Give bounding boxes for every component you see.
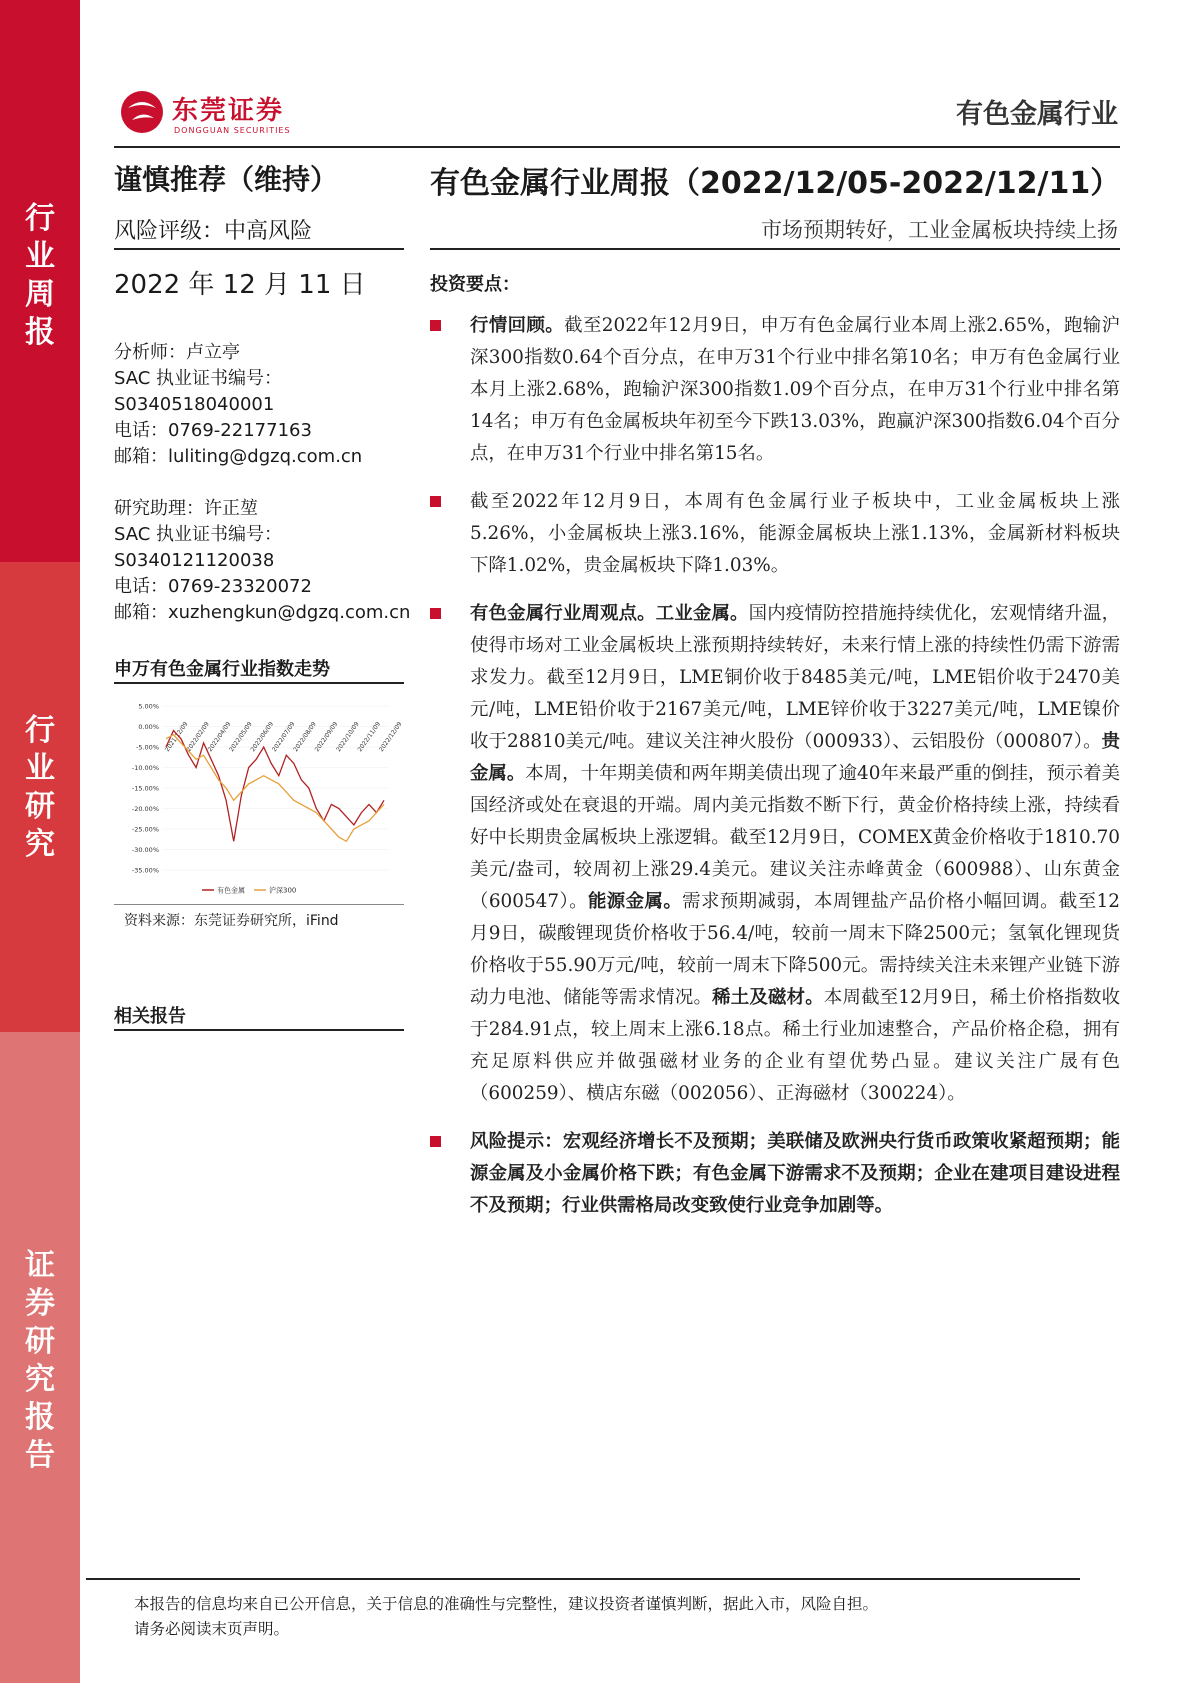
related-reports-heading: 相关报告	[114, 1006, 186, 1027]
chart-bottom-rule	[114, 904, 404, 905]
bullet-square-icon	[430, 1136, 441, 1147]
x-tick-label: 2021/12/09	[163, 720, 190, 754]
band-top-label: 行业周报	[25, 201, 57, 350]
x-tick-label: 2022/09/09	[313, 720, 340, 754]
report-subtitle: 市场预期转好，工业金属板块持续上扬	[761, 218, 1118, 242]
band-middle	[0, 562, 80, 1032]
y-tick-label: 0.00%	[138, 723, 159, 731]
bullet-text: 截至2022年12月9日，申万有色金属行业本周上涨2.65%，跑输沪深300指数0.64个百分点，在申万31个行业中排名第10名；申万有色金属行业本月上涨2.68%，跑输沪深300指数1.09个百分点，在申万31个行业中排名第14名；申万有色金属板块年初至今下跌13.03%，跑赢沪深300指数6.04个百分点，在申万31个行业中排名第15名。	[470, 315, 1120, 464]
bullet-bold: 能源金属。	[587, 891, 683, 912]
band-bottom	[0, 1032, 80, 1683]
y-tick-label: -20.00%	[131, 805, 159, 813]
header-rule	[114, 146, 1120, 148]
brand-cn: 东莞证券	[172, 96, 285, 126]
index-chart-svg	[120, 692, 404, 902]
bullet-bold: 风险提示：宏观经济增长不及预期；美联储及欧洲央行货币政策收紧超预期；能源金属及小金属价格下跌；有色金属下游需求不及预期；企业在建项目建设进程不及预期；行业供需格局改变致使行业竞争加剧等。	[470, 1131, 1120, 1216]
brand-en: DONGGUAN SECURITIES	[174, 126, 291, 135]
footer-disclaimer	[134, 1592, 1054, 1642]
report-date: 2022 年 12 月 11 日	[114, 270, 366, 300]
y-tick-label: -15.00%	[131, 784, 159, 793]
bullet-bold: 行情回顾。	[470, 315, 565, 336]
bullet-bold: 贵金属。	[470, 731, 1120, 784]
bullet-market-review	[430, 310, 1120, 470]
chart-title: 申万有色金属行业指数走势	[114, 659, 330, 680]
bullet-bold: 稀土及磁材。	[712, 987, 824, 1008]
related-rule	[114, 1029, 404, 1031]
bullet-text: 本周截至12月9日，稀土价格指数收于284.91点，较上周末上涨6.18点。稀土行业加速整合，产品价格企稳，拥有充足原料供应并做强磁材业务的企业有望优势凸显。建议关注广晟有色（600259）、横店东磁（002056）、正海磁材（300224）。	[470, 987, 1120, 1104]
analyst-info	[114, 340, 411, 626]
chart-source: 资料来源：东莞证券研究所，iFind	[124, 913, 339, 929]
index-chart	[120, 692, 404, 902]
band-top	[0, 0, 80, 562]
x-tick-label: 2022/10/09	[335, 720, 361, 754]
x-tick-label: 2022/07/09	[270, 720, 297, 754]
y-tick-label: -25.00%	[131, 825, 159, 834]
footer-line: 请务必阅读末页声明。	[134, 1620, 290, 1638]
rating: 谨慎推荐（维持）	[114, 163, 339, 196]
company-logo	[118, 88, 298, 144]
bullet-subsectors	[430, 486, 1120, 582]
logo-mark-icon	[118, 88, 166, 136]
bullet-text: 本周，十年期美债和两年期美债出现了逾40年来最严重的倒挂，预示着美国经济或处在衰退的开端。周内美元指数不断下行，黄金价格持续上涨，持续看好中长期贵金属板块上涨逻辑。截至12月9日，COMEX黄金价格收于1810.70美元/盎司，较周初上涨29.4美元。建议关注赤峰黄金（600988）、山东黄金（600547）。	[470, 763, 1120, 912]
y-tick-label: -10.00%	[131, 764, 159, 772]
bullet-weekly-view	[430, 598, 1120, 1110]
y-tick-label: -5.00%	[136, 743, 159, 752]
band-bottom-label: 证券研究报告	[25, 1248, 57, 1473]
bullet-text: 截至2022年12月9日，本周有色金属行业子板块中，工业金属板块上涨5.26%，小金属板块上涨3.16%，能源金属板块上涨1.13%，金属新材料板块下降1.02%，贵金属板块下降1.03%。	[470, 491, 1120, 576]
bullet-risk	[430, 1126, 1120, 1222]
assistant-line: SAC 执业证书编号：	[114, 524, 283, 545]
bullet-text: 国内疫情防控措施持续优化，宏观情绪升温，使得市场对工业金属板块上涨预期持续转好，未来行情上涨的持续性仍需下游需求发力。截至12月9日，LME铜价收于8485美元/吨，LME铝价收于2470美元/吨，LME铅价收于2167美元/吨，LME锌价收于3227美元/吨，LME镍价收于28810美元/吨。建议关注神火股份（000933）、云铝股份（000807）。	[470, 603, 1120, 752]
legend-label: 沪深300	[269, 886, 297, 895]
y-tick-label: 5.00%	[138, 702, 159, 711]
y-tick-label: -30.00%	[131, 846, 159, 854]
subtitle-rule	[430, 248, 1120, 250]
analyst-email[interactable]: 邮箱：luliting@dgzq.com.cn	[114, 446, 363, 467]
analyst-line: S0340518040001	[114, 394, 275, 415]
x-tick-label: 2022/06/09	[249, 720, 276, 754]
left-rule-1	[114, 248, 404, 250]
analyst-line: SAC 执业证书编号：	[114, 368, 283, 389]
chart-title-rule	[114, 682, 404, 684]
analyst-line: 分析师：卢立亭	[114, 342, 240, 363]
y-tick-label: -35.00%	[131, 866, 159, 875]
x-tick-label: 2022/02/09	[185, 720, 211, 754]
assistant-line: 研究助理：许正堃	[114, 498, 258, 519]
assistant-line: S0340121120038	[114, 550, 275, 571]
key-points-heading: 投资要点：	[430, 274, 520, 295]
bullet-square-icon	[430, 608, 441, 619]
x-tick-label: 2022/04/09	[206, 720, 233, 754]
bullet-square-icon	[430, 496, 441, 507]
bullet-text: 需求预期减弱，本周锂盐产品价格小幅回调。截至12月9日，碳酸锂现货价格收于56.4/吨，较前一周末下降2500元；氢氧化锂现货价格收于55.90万元/吨，较前一周末下降500元。需持续关注未来锂产业链下游动力电池、储能等需求情况。	[470, 891, 1120, 1008]
bullet-bold: 有色金属行业周观点。工业金属。	[470, 603, 749, 624]
key-points	[430, 310, 1120, 1238]
band-middle-label: 行业研究	[25, 713, 57, 862]
report-title: 有色金属行业周报（2022/12/05-2022/12/11）	[430, 166, 1121, 201]
x-tick-label: 2022/12/09	[377, 720, 404, 754]
risk-rating: 风险评级：中高风险	[114, 219, 313, 244]
x-tick-label: 2022/05/09	[228, 720, 254, 754]
assistant-line: 电话：0769-23320072	[114, 576, 312, 597]
x-tick-label: 2022/11/09	[356, 720, 383, 754]
footer-line: 本报告的信息均来自已公开信息，关于信息的准确性与完整性，建议投资者谨慎判断，据此入市，风险自担。	[134, 1595, 879, 1613]
assistant-email[interactable]: 邮箱：xuzhengkun@dgzq.com.cn	[114, 602, 411, 623]
industry-label: 有色金属行业	[956, 99, 1118, 130]
x-tick-label: 2022/08/09	[292, 720, 318, 754]
analyst-line: 电话：0769-22177163	[114, 420, 312, 441]
legend-label: 有色金属	[217, 886, 245, 895]
bullet-square-icon	[430, 320, 441, 331]
footer-rule	[86, 1578, 1080, 1580]
